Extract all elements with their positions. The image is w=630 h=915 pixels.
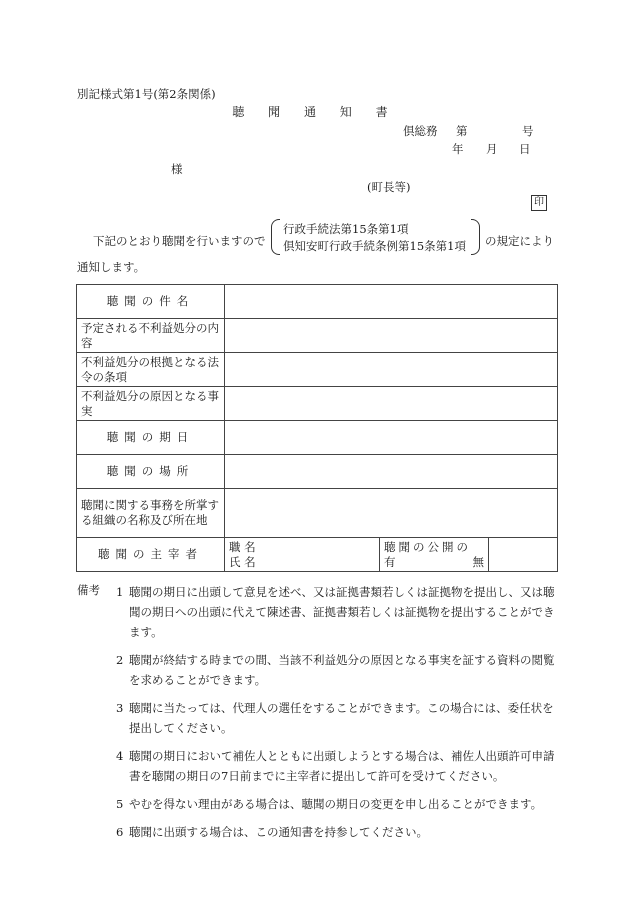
label-case-name: 聴聞の件名 (77, 285, 225, 319)
label-presider: 聴聞の主宰者 (77, 538, 225, 572)
note-text: やむを得ない理由がある場合は、聴聞の期日の変更を申し出ることができます。 (129, 797, 543, 811)
label-public (380, 538, 489, 572)
note-text: 聴聞の期日において補佐人とともに出頭しようとする場合は、補佐人出頭許可申請書を聴聞の期日の7日前までに主宰者に提出して許可を受けてください。 (129, 749, 555, 783)
note-number: 6 (116, 825, 124, 839)
doc-no-label: 倶総務 (403, 124, 438, 138)
label-legal-basis: 不利益処分の根拠となる法令の条項 (77, 353, 225, 387)
hearing-form-table (76, 284, 558, 572)
intro-text-line2: 通知します。 (77, 260, 146, 274)
label-hearing-place: 聴聞の場所 (77, 455, 225, 489)
note-number: 2 (116, 653, 124, 667)
note-number: 5 (116, 797, 124, 811)
date-year: 年 (452, 142, 464, 156)
document-title: 聴 聞 通 知 書 (232, 105, 398, 119)
field-legal-basis[interactable] (225, 353, 558, 387)
note-item (77, 794, 557, 814)
issuer: (町長等) (367, 180, 411, 194)
right-brace (471, 219, 480, 255)
public-yes: 有 (384, 554, 396, 569)
notes-label: 備考 (77, 583, 100, 597)
intro-text-after: の規定により (485, 234, 554, 248)
addressee: 様 (171, 162, 183, 176)
note-text: 聴聞の期日に出頭して意見を述べ、又は証拠書類若しくは証拠物を提出し、又は聴聞の期日への出頭に代えて陳述書、証拠書類若しくは証拠物を提出することができます。 (129, 585, 555, 639)
note-text: 聴聞が終結する時までの間、当該不利益処分の原因となる事実を証する資料の閲覧を求めることができます。 (129, 653, 555, 687)
note-number: 1 (116, 585, 124, 599)
public-label: 聴聞の公開の (384, 539, 471, 554)
intro-text: 下記のとおり聴聞を行いますので (93, 234, 266, 248)
form-label: 別記様式第1号(第2条関係) (77, 87, 216, 101)
left-brace (271, 219, 280, 255)
field-case-name[interactable] (225, 285, 558, 319)
public-options (384, 555, 484, 570)
seal-mark: 印 (531, 195, 547, 211)
presider-name: 氏 名 (229, 554, 256, 569)
date-month: 月 (486, 142, 498, 156)
label-expected-disposition: 予定される不利益処分の内容 (77, 319, 225, 353)
label-cause-facts: 不利益処分の原因となる事実 (77, 387, 225, 421)
label-hearing-date: 聴聞の期日 (77, 421, 225, 455)
note-item (77, 746, 557, 786)
law-1: 行政手続法第15条第1項 (283, 222, 409, 236)
field-office[interactable] (225, 489, 558, 538)
field-cause-facts[interactable] (225, 387, 558, 421)
note-number: 3 (116, 701, 124, 715)
field-public[interactable] (489, 538, 558, 572)
field-expected-disposition[interactable] (225, 319, 558, 353)
note-item (77, 822, 557, 842)
field-hearing-date[interactable] (225, 421, 558, 455)
doc-no-prefix: 第 (456, 124, 468, 138)
notes-section (77, 582, 557, 850)
note-text: 聴聞に出頭する場合は、この通知書を持参してください。 (129, 825, 428, 839)
date-day: 日 (519, 142, 531, 156)
doc-no-suffix: 号 (522, 124, 534, 138)
law-2: 倶知安町行政手続条例第15条第1項 (283, 239, 466, 253)
note-item (77, 650, 557, 690)
label-office: 聴聞に関する事務を所掌する組織の名称及び所在地 (77, 489, 225, 538)
note-number: 4 (116, 749, 124, 763)
field-presider[interactable] (225, 538, 380, 572)
field-hearing-place[interactable] (225, 455, 558, 489)
law-list (283, 221, 466, 255)
note-item (77, 582, 557, 642)
presider-job-title: 職 名 (229, 539, 256, 554)
public-no: 無 (472, 554, 484, 569)
note-item (77, 698, 557, 738)
note-text: 聴聞に当たっては、代理人の選任をすることができます。この場合には、委任状を提出してください。 (129, 701, 554, 735)
law-brace (271, 219, 480, 255)
